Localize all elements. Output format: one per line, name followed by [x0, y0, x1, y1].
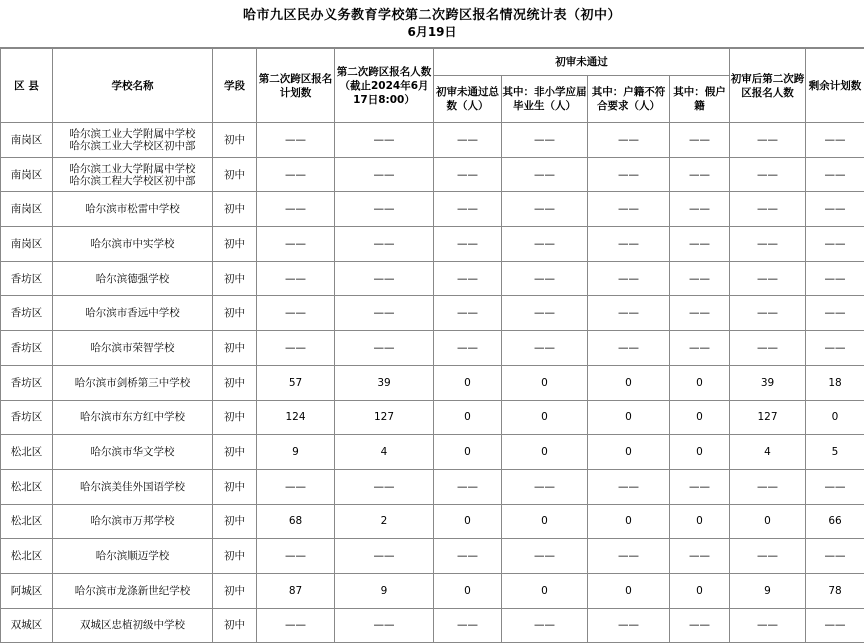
cell-plan: 68	[257, 504, 335, 539]
cell-plan: ——	[257, 227, 335, 262]
cell-remaining: 66	[806, 504, 864, 539]
cell-level: 初中	[213, 296, 257, 331]
cell-remaining: ——	[806, 123, 864, 158]
cell-registered: ——	[335, 469, 434, 504]
cell-district: 阿城区	[1, 573, 53, 608]
cell-after-review: 9	[730, 573, 806, 608]
cell-remaining: ——	[806, 192, 864, 227]
cell-level: 初中	[213, 504, 257, 539]
cell-non-primary: ——	[502, 608, 588, 643]
cell-school-name: 哈尔滨工业大学附属中学校 哈尔滨工业大学校区初中部	[53, 123, 213, 158]
cell-fake-hukou: ——	[670, 539, 730, 574]
cell-plan: ——	[257, 331, 335, 366]
table-row	[1, 157, 864, 192]
cell-fake-hukou: 0	[670, 365, 730, 400]
cell-district: 南岗区	[1, 157, 53, 192]
cell-district: 香坊区	[1, 365, 53, 400]
header-plan: 第二次跨区报名计划数	[257, 49, 335, 123]
cell-not-passed-total: ——	[434, 157, 502, 192]
cell-after-review: 127	[730, 400, 806, 435]
table-row	[1, 573, 864, 608]
cell-registered: 4	[335, 435, 434, 470]
cell-non-primary: ——	[502, 539, 588, 574]
table-body	[1, 123, 864, 643]
cell-hukou-fail: 0	[588, 365, 670, 400]
cell-not-passed-total: 0	[434, 573, 502, 608]
cell-plan: ——	[257, 539, 335, 574]
cell-plan: 9	[257, 435, 335, 470]
cell-plan: ——	[257, 192, 335, 227]
cell-fake-hukou: 0	[670, 400, 730, 435]
cell-plan: ——	[257, 157, 335, 192]
cell-non-primary: 0	[502, 504, 588, 539]
cell-non-primary: ——	[502, 296, 588, 331]
title-block	[0, 0, 864, 48]
cell-district: 松北区	[1, 469, 53, 504]
cell-school-name: 哈尔滨市万邦学校	[53, 504, 213, 539]
page-title: 哈市九区民办义务教育学校第二次跨区报名情况统计表（初中）	[242, 8, 621, 23]
table-row	[1, 192, 864, 227]
cell-not-passed-total: 0	[434, 400, 502, 435]
cell-non-primary: ——	[502, 192, 588, 227]
cell-after-review: ——	[730, 331, 806, 366]
cell-plan: ——	[257, 296, 335, 331]
cell-registered: 127	[335, 400, 434, 435]
cell-remaining: 18	[806, 365, 864, 400]
cell-hukou-fail: ——	[588, 192, 670, 227]
cell-remaining: ——	[806, 296, 864, 331]
cell-remaining: 78	[806, 573, 864, 608]
header-not-passed-group: 初审未通过	[434, 49, 730, 76]
table-row	[1, 227, 864, 262]
cell-not-passed-total: ——	[434, 331, 502, 366]
cell-not-passed-total: 0	[434, 435, 502, 470]
cell-school-name: 双城区忠植初级中学校	[53, 608, 213, 643]
cell-school-name: 哈尔滨工业大学附属中学校 哈尔滨工程大学校区初中部	[53, 157, 213, 192]
cell-hukou-fail: ——	[588, 608, 670, 643]
cell-fake-hukou: 0	[670, 573, 730, 608]
cell-remaining: ——	[806, 608, 864, 643]
header-after-review: 初审后第二次跨区报名人数	[730, 49, 806, 123]
table-row	[1, 296, 864, 331]
cell-after-review: 4	[730, 435, 806, 470]
cell-school-name: 哈尔滨市香远中学校	[53, 296, 213, 331]
cell-after-review: ——	[730, 261, 806, 296]
cell-school-name: 哈尔滨市荣智学校	[53, 331, 213, 366]
cell-remaining: ——	[806, 227, 864, 262]
cell-after-review: ——	[730, 608, 806, 643]
cell-registered: 9	[335, 573, 434, 608]
cell-district: 双城区	[1, 608, 53, 643]
header-registered: 第二次跨区报名人数（截止2024年6月17日8:00）	[335, 49, 434, 123]
cell-level: 初中	[213, 365, 257, 400]
cell-registered: ——	[335, 261, 434, 296]
cell-non-primary: ——	[502, 331, 588, 366]
cell-plan: ——	[257, 123, 335, 158]
cell-remaining: ——	[806, 539, 864, 574]
table-row	[1, 469, 864, 504]
cell-non-primary: ——	[502, 227, 588, 262]
cell-fake-hukou: ——	[670, 261, 730, 296]
page-subtitle-date: 6月19日	[407, 25, 457, 39]
table-row	[1, 539, 864, 574]
cell-school-name: 哈尔滨市松雷中学校	[53, 192, 213, 227]
cell-level: 初中	[213, 331, 257, 366]
cell-school-name: 哈尔滨市东方红中学校	[53, 400, 213, 435]
header-not-passed-total: 初审未通过总数（人）	[434, 76, 502, 123]
cell-hukou-fail: ——	[588, 123, 670, 158]
cell-hukou-fail: 0	[588, 573, 670, 608]
cell-not-passed-total: ——	[434, 608, 502, 643]
cell-fake-hukou: 0	[670, 504, 730, 539]
header-hukou-fail: 其中：户籍不符合要求（人）	[588, 76, 670, 123]
table-row	[1, 261, 864, 296]
header-fake-hukou: 其中：假户籍	[670, 76, 730, 123]
cell-hukou-fail: 0	[588, 435, 670, 470]
cell-after-review: 39	[730, 365, 806, 400]
table-row	[1, 504, 864, 539]
cell-level: 初中	[213, 469, 257, 504]
cell-district: 松北区	[1, 504, 53, 539]
cell-plan: ——	[257, 261, 335, 296]
cell-remaining: 5	[806, 435, 864, 470]
registration-table	[0, 48, 864, 643]
cell-plan: ——	[257, 608, 335, 643]
cell-fake-hukou: ——	[670, 331, 730, 366]
cell-fake-hukou: 0	[670, 435, 730, 470]
cell-after-review: ——	[730, 157, 806, 192]
cell-registered: ——	[335, 296, 434, 331]
cell-non-primary: ——	[502, 469, 588, 504]
cell-not-passed-total: ——	[434, 539, 502, 574]
cell-after-review: ——	[730, 539, 806, 574]
cell-district: 香坊区	[1, 261, 53, 296]
cell-registered: ——	[335, 227, 434, 262]
cell-non-primary: 0	[502, 435, 588, 470]
cell-fake-hukou: ——	[670, 227, 730, 262]
cell-not-passed-total: ——	[434, 123, 502, 158]
cell-fake-hukou: ——	[670, 296, 730, 331]
cell-not-passed-total: ——	[434, 192, 502, 227]
cell-non-primary: 0	[502, 573, 588, 608]
cell-remaining: ——	[806, 261, 864, 296]
header-district: 区 县	[1, 49, 53, 123]
cell-district: 松北区	[1, 539, 53, 574]
cell-hukou-fail: ——	[588, 539, 670, 574]
cell-level: 初中	[213, 123, 257, 158]
cell-fake-hukou: ——	[670, 123, 730, 158]
cell-registered: ——	[335, 331, 434, 366]
cell-non-primary: ——	[502, 123, 588, 158]
cell-school-name: 哈尔滨市中实学校	[53, 227, 213, 262]
cell-after-review: ——	[730, 227, 806, 262]
cell-plan: ——	[257, 469, 335, 504]
cell-not-passed-total: 0	[434, 504, 502, 539]
cell-level: 初中	[213, 400, 257, 435]
cell-plan: 124	[257, 400, 335, 435]
cell-district: 南岗区	[1, 192, 53, 227]
cell-remaining: 0	[806, 400, 864, 435]
cell-level: 初中	[213, 192, 257, 227]
table-row	[1, 365, 864, 400]
cell-registered: 39	[335, 365, 434, 400]
cell-fake-hukou: ——	[670, 608, 730, 643]
cell-district: 南岗区	[1, 123, 53, 158]
cell-district: 松北区	[1, 435, 53, 470]
cell-non-primary: ——	[502, 261, 588, 296]
cell-school-name: 哈尔滨美佳外国语学校	[53, 469, 213, 504]
cell-level: 初中	[213, 261, 257, 296]
cell-registered: ——	[335, 608, 434, 643]
cell-district: 香坊区	[1, 331, 53, 366]
cell-not-passed-total: ——	[434, 227, 502, 262]
cell-hukou-fail: ——	[588, 261, 670, 296]
cell-not-passed-total: ——	[434, 261, 502, 296]
cell-after-review: 0	[730, 504, 806, 539]
cell-hukou-fail: 0	[588, 504, 670, 539]
cell-after-review: ——	[730, 469, 806, 504]
cell-non-primary: 0	[502, 365, 588, 400]
cell-registered: ——	[335, 539, 434, 574]
cell-plan: 57	[257, 365, 335, 400]
cell-level: 初中	[213, 608, 257, 643]
cell-school-name: 哈尔滨市华文学校	[53, 435, 213, 470]
cell-remaining: ——	[806, 469, 864, 504]
cell-after-review: ——	[730, 192, 806, 227]
table-row	[1, 400, 864, 435]
cell-registered: 2	[335, 504, 434, 539]
cell-district: 香坊区	[1, 400, 53, 435]
table-row	[1, 608, 864, 643]
cell-fake-hukou: ——	[670, 469, 730, 504]
cell-after-review: ——	[730, 123, 806, 158]
table-row	[1, 123, 864, 158]
cell-hukou-fail: ——	[588, 227, 670, 262]
cell-non-primary: ——	[502, 157, 588, 192]
table-row	[1, 331, 864, 366]
cell-level: 初中	[213, 573, 257, 608]
header-non-primary: 其中：非小学应届毕业生（人）	[502, 76, 588, 123]
cell-remaining: ——	[806, 331, 864, 366]
header-school: 学校名称	[53, 49, 213, 123]
cell-hukou-fail: ——	[588, 296, 670, 331]
cell-hukou-fail: ——	[588, 331, 670, 366]
cell-fake-hukou: ——	[670, 192, 730, 227]
cell-school-name: 哈尔滨市龙涤新世纪学校	[53, 573, 213, 608]
cell-level: 初中	[213, 227, 257, 262]
cell-level: 初中	[213, 435, 257, 470]
cell-level: 初中	[213, 539, 257, 574]
cell-district: 南岗区	[1, 227, 53, 262]
cell-district: 香坊区	[1, 296, 53, 331]
table-row	[1, 435, 864, 470]
cell-hukou-fail: ——	[588, 469, 670, 504]
cell-plan: 87	[257, 573, 335, 608]
cell-school-name: 哈尔滨德强学校	[53, 261, 213, 296]
table-header	[1, 49, 864, 123]
header-level: 学段	[213, 49, 257, 123]
cell-hukou-fail: 0	[588, 400, 670, 435]
cell-not-passed-total: ——	[434, 296, 502, 331]
cell-school-name: 哈尔滨市剑桥第三中学校	[53, 365, 213, 400]
cell-registered: ——	[335, 192, 434, 227]
cell-after-review: ——	[730, 296, 806, 331]
cell-hukou-fail: ——	[588, 157, 670, 192]
cell-not-passed-total: 0	[434, 365, 502, 400]
cell-fake-hukou: ——	[670, 157, 730, 192]
header-remaining: 剩余计划数	[806, 49, 864, 123]
cell-registered: ——	[335, 157, 434, 192]
cell-registered: ——	[335, 123, 434, 158]
cell-level: 初中	[213, 157, 257, 192]
cell-not-passed-total: ——	[434, 469, 502, 504]
cell-school-name: 哈尔滨顺迈学校	[53, 539, 213, 574]
cell-remaining: ——	[806, 157, 864, 192]
cell-non-primary: 0	[502, 400, 588, 435]
